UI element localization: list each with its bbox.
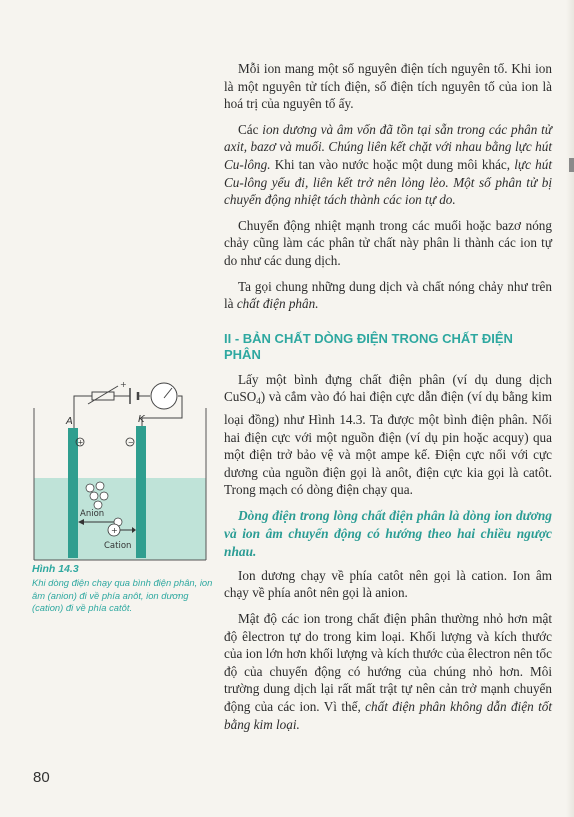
anode-electrode: [68, 428, 78, 558]
p7-a: Mật độ các ion trong chất điện phân thường nhỏ hơn mật độ êlectron tự do trong kim loại. Khối lượng và kích thước của ion lớn hơn khối lượng và kích thước của êlectron nên tốc độ của chuyển động có hướng của chúng nhỏ hơn. Môi trường dung dịch lại rất mất trật tự nên cản trở mạnh chuyển động của các ion. Vì thế,: [224, 611, 552, 715]
battery-plus: +: [120, 380, 127, 389]
resistor: [92, 392, 114, 400]
p2-b-italic: ion dương và âm vốn đã tồn tại sẵn trong các phân tử axit, bazơ và muối. Chúng liên kết chặt với nhau bằng lực hút Cu-lông.: [224, 121, 552, 172]
cation-label: Cation: [104, 541, 132, 551]
cation-plus-text: +: [111, 526, 118, 535]
electrolysis-diagram: [32, 378, 208, 562]
p7-b-italic: chất điện phân không dẫn điện tốt bằng kim loại.: [224, 699, 552, 732]
ammeter-icon: [151, 383, 177, 409]
cathode-label: K: [138, 414, 145, 425]
caption-text: Khi dòng điện chạy qua bình điện phân, ion âm (anion) đi về phía anôt, ion dương (cation) đi về phía catôt.: [32, 577, 213, 613]
anode-label: A: [66, 416, 73, 427]
section-title: II - BẢN CHẤT DÒNG ĐIỆN TRONG CHẤT ĐIỆN PHÂN: [224, 330, 513, 362]
paragraph-experiment: [224, 371, 552, 499]
paragraph-ion-charge: Mỗi ion mang một số nguyên điện tích nguyên tố. Khi ion là một nguyên tử tích điện, số điện tích nguyên tố của ion là hoá trị của nguyên tố ấy.: [224, 61, 552, 112]
p2-c: Khi tan vào nước hoặc một dung môi khác,: [270, 156, 515, 172]
anode-plus-text: +: [77, 438, 84, 447]
page-edge: [566, 0, 574, 817]
key-statement: Dòng điện trong lòng chất điện phân là dòng ion dương và ion âm chuyển động có hướng theo hai chiều ngược nhau.: [224, 507, 552, 559]
p4-b-italic: chất điện phân.: [236, 296, 319, 312]
main-text-column: [224, 60, 552, 741]
paragraph-melting: Chuyển động nhiệt mạnh trong các muối hoặc bazơ nóng chảy cũng làm các phân tử chất này phân li thành các ion tự do như các dung dịch.: [224, 217, 552, 268]
edge-marker: [569, 158, 574, 172]
p4-a: Ta gọi chung những dung dịch và chất nóng chảy như trên là: [224, 278, 552, 312]
paragraph-definition: [224, 278, 552, 313]
p2-d-italic: lực hút Cu-lông yếu đi, liên kết trở nên lỏng lẻo. Một số phân tử bị chuyển động nhiệt tách thành các ion tự do.: [224, 156, 553, 208]
p5-a: Lấy một bình đựng chất điện phân (ví dụ dung dịch CuSO: [224, 371, 552, 405]
paragraph-ion-origin: [224, 121, 552, 209]
p2-a: Các: [238, 121, 263, 137]
figure-caption: [32, 563, 214, 615]
p5-b: ) và cắm vào đó hai điện cực dẫn điện (ví dụ bằng kim loại đồng) như Hình 14.3. Ta được một bình điện phân. Nối hai điện cực với một nguồn điện (ví dụ pin hoặc acquy) qua một điện trở bảo vệ và một ampe kế. Điện cực nối với cực dương của nguồn điện gọi là anôt, điện cực kia gọi là catôt. Trong mạch có dòng điện chạy qua.: [224, 389, 552, 498]
cathode-electrode: [136, 426, 146, 558]
page-number: 80: [33, 769, 50, 786]
cathode-minus-text: −: [128, 438, 134, 447]
anion-label: Anion: [80, 509, 105, 519]
paragraph-conductivity: [224, 610, 552, 733]
caption-title: Hình 14.3: [32, 563, 79, 575]
paragraph-cation-anion: Ion dương chạy về phía catôt nên gọi là cation. Ion âm chạy về phía anôt nên gọi là anion.: [224, 567, 552, 601]
p5-subscript: 4: [256, 396, 261, 407]
figure-electrolysis: [32, 378, 208, 562]
